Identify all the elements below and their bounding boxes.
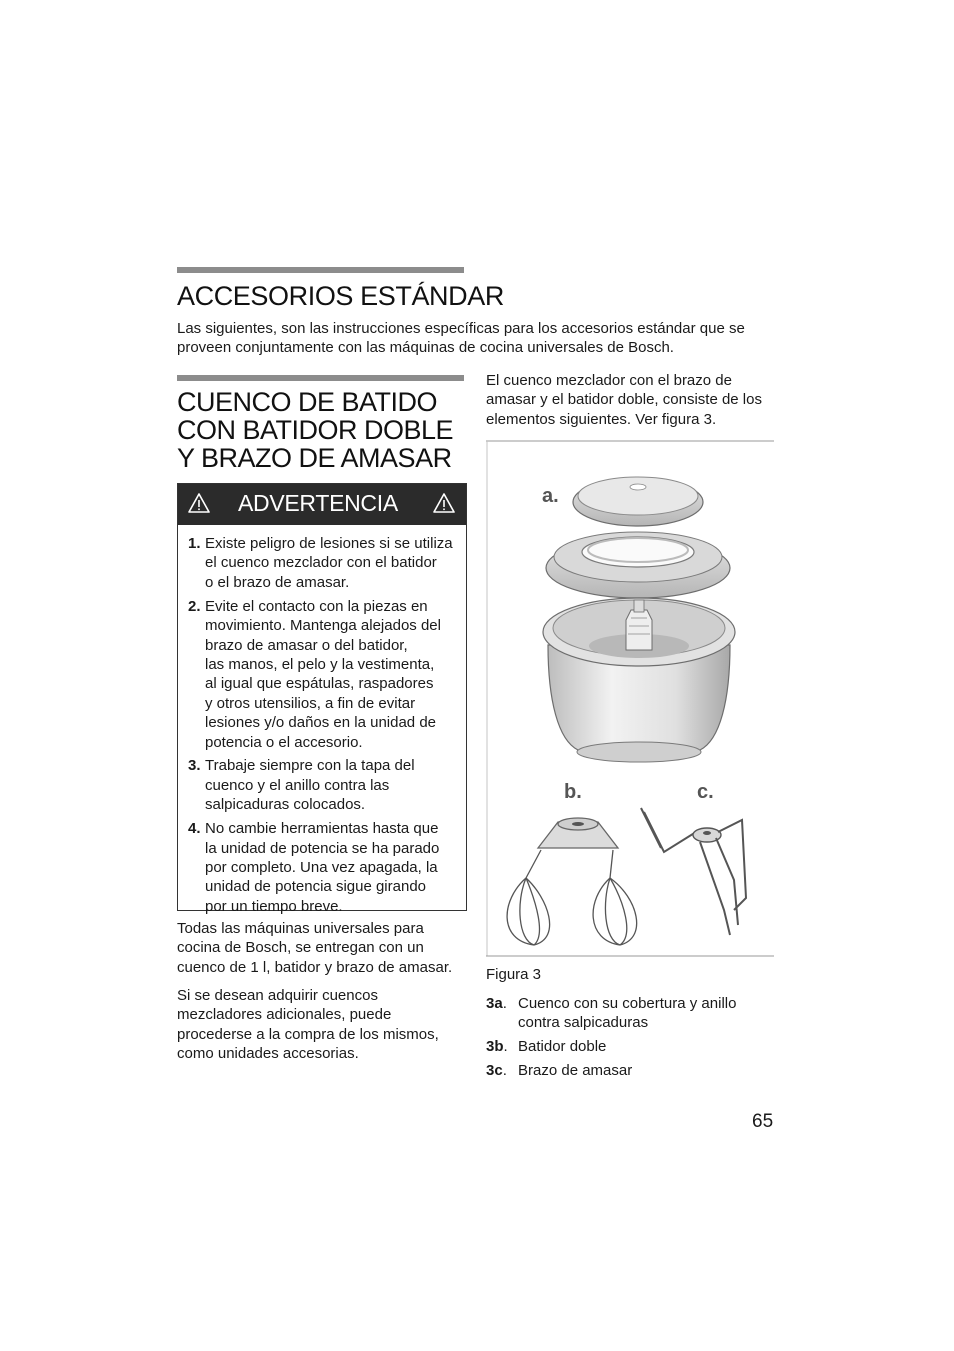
warning-item-line: lesiones y/o daños en la unidad de [205,714,437,732]
figure-label-c: c. [697,781,714,803]
body-line: Todas las máquinas universales para [177,920,424,937]
warning-item [178,597,466,752]
warning-item-line: unidad de potencia sigue girando [205,878,427,896]
warning-item-number: 1. [188,535,201,552]
legend-line: contra salpicaduras [518,1014,649,1032]
warning-item-line: por completo. Una vez apagada, la [205,859,438,876]
section-rule [177,267,464,273]
body-paragraph [177,986,469,1063]
body-line: mezcladores adicionales, puede [177,1006,392,1024]
body-paragraph [177,919,469,977]
warning-item-line: y otros utensilios, a fin de evitar [205,694,416,712]
body-line: elementos siguientes. Ver figura 3. [486,410,717,428]
legend-line: Brazo de amasar [518,1062,633,1079]
splash-ring-3a [546,532,730,598]
warning-item-line: movimiento. Mantenga alejados del [205,617,441,635]
legend-item [486,1037,776,1057]
warning-item-line: Existe peligro de lesiones si se utiliza [205,535,453,552]
subsection-title-line: CON BATIDOR DOBLE [177,415,454,445]
warning-title: ADVERTENCIA [238,490,398,516]
warning-header [178,484,466,525]
legend-item [486,994,776,1034]
figure-intro-paragraph [486,371,776,429]
subsection-title [177,388,477,472]
body-line: cuenco de 1 l, batidor y brazo de amasar. [177,958,453,976]
warning-item-line: Trabaje siempre con la tapa del [205,757,415,775]
figure-label-b: b. [564,781,582,803]
warning-item-line: brazo de amasar o del batidor, [205,636,408,654]
warning-item-line: o el brazo de amasar. [205,573,350,591]
warning-list [178,534,466,921]
subsection-title-line: CUENCO DE BATIDO [177,387,438,417]
lid-3a [573,477,703,526]
warning-triangle-icon [188,492,210,514]
subsection-title-line: Y BRAZO DE AMASAR [177,443,452,473]
warning-triangle-icon [433,492,455,514]
legend-text [518,994,776,1033]
double-whisk-3b [507,818,637,945]
warning-item-line: al igual que espátulas, raspadores [205,675,434,693]
warning-item [178,819,466,916]
subsection-rule [177,375,464,381]
body-line: amasar y el batidor doble, consiste de los [486,391,762,409]
figure-3 [486,440,774,957]
legend-key-code: 3b [486,1038,504,1055]
legend-line: Batidor doble [518,1038,607,1055]
warning-item-number: 3. [188,757,201,775]
figure-label-a: a. [542,485,559,507]
warning-item-line: el cuenco mezclador con el batidor [205,554,437,572]
warning-item-line: Evite el contacto con la piezas en [205,597,428,615]
body-line: procederse a la compra de los mismos, [177,1025,439,1043]
warning-item-line: salpicaduras colocados. [205,796,366,814]
warning-item-line: cuenco y el anillo contra las [205,776,390,794]
page-number: 65 [752,1111,774,1132]
legend-line: Cuenco con su cobertura y anillo [518,995,737,1012]
warning-item-line: No cambie herramientas hasta que [205,820,439,838]
bowl-accessories-illustration [486,440,774,957]
warning-item-line: potencia o el accesorio. [205,733,363,751]
warning-item [178,756,466,814]
warning-item-line: por un tiempo breve. [205,897,343,915]
warning-item [178,534,466,592]
body-line: Si se desean adquirir cuencos [177,987,378,1004]
warning-item-number: 2. [188,597,201,615]
legend-key-code: 3c [486,1062,503,1079]
body-line: como unidades accesorias. [177,1044,359,1062]
legend-key: 3c. [486,1062,507,1079]
legend-key-code: 3a [486,995,503,1012]
legend-item [486,1061,776,1081]
warning-item-line: las manos, el pelo y la vestimenta, [205,655,435,673]
legend-key: 3a. [486,995,507,1012]
warning-item-number: 4. [188,820,201,838]
legend-text [518,1061,776,1080]
legend-key: 3b. [486,1038,508,1055]
warning-item-line: la unidad de potencia se ha parado [205,839,440,857]
section-title: ACCESORIOS ESTÁNDAR [177,281,504,311]
legend-text [518,1037,776,1056]
kneading-arm-3c [641,808,746,935]
warning-box [177,483,467,915]
body-line: El cuenco mezclador con el brazo de [486,372,732,389]
figure-caption: Figura 3 [486,966,542,983]
section-intro: Las siguientes, son las instrucciones específicas para los accesorios estándar que se proveen conjuntamente con las máquinas de cocina universales de Bosch. [177,320,745,356]
bowl-3a [543,598,735,762]
body-line: cocina de Bosch, se entregan con un [177,939,424,957]
